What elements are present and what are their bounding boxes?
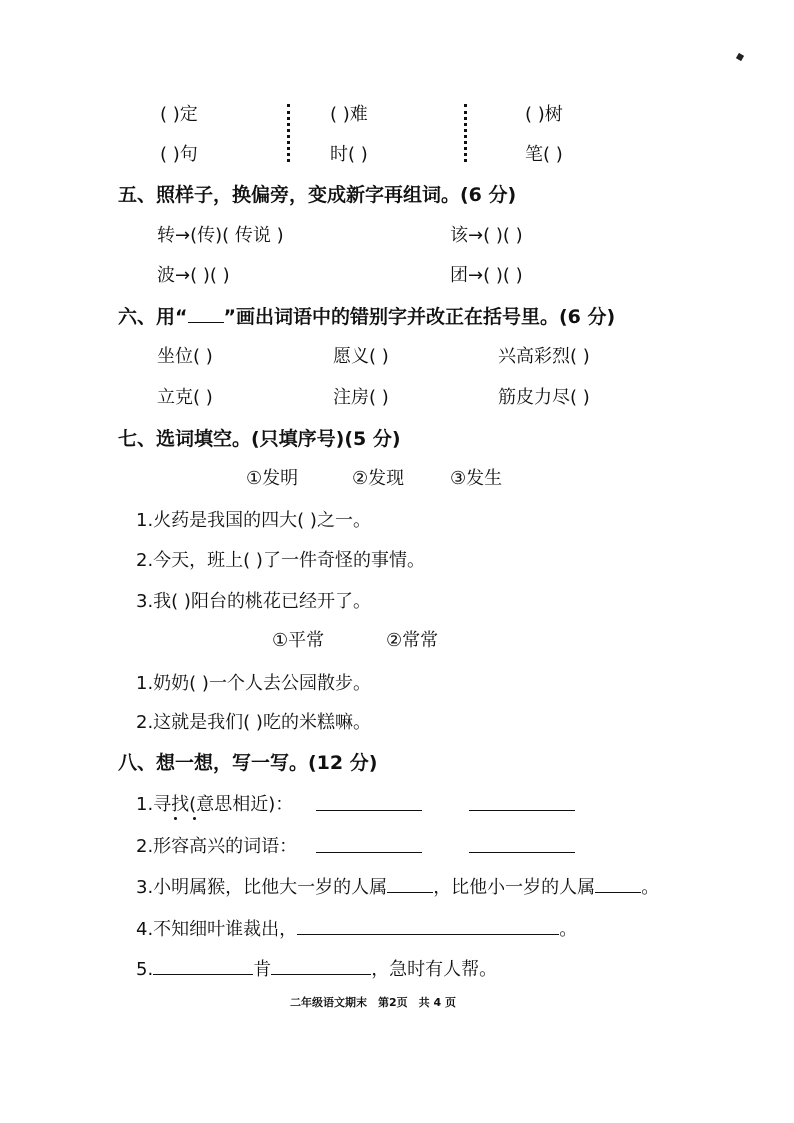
section6-item-4: 立克( )	[157, 387, 213, 408]
section5-item-3: 波→( )( )	[157, 265, 230, 286]
dotted-divider-left	[287, 104, 290, 162]
section8-q4: 4.不知细叶谁裁出， 。	[136, 919, 578, 940]
section8-q5: 5. 肯 ，急时有人帮。	[136, 959, 498, 980]
section6-item-5: 注房( )	[333, 387, 389, 408]
emphasis-dot	[174, 817, 177, 820]
answer-line	[316, 840, 422, 853]
top-item-5: 时( )	[330, 144, 368, 165]
answer-line	[271, 960, 371, 975]
section8-heading: 八、想一想，写一写。(12 分)	[118, 752, 378, 774]
section8-q1: 1.寻找(意思相近)：	[136, 794, 294, 815]
answer-line	[469, 840, 575, 853]
section5-heading: 五、照样子，换偏旁，变成新字再组词。(6 分)	[118, 184, 517, 206]
answer-line	[387, 878, 433, 893]
section6-item-2: 愿义( )	[333, 346, 389, 367]
section7-q3: 3.我( )阳台的桃花已经开了。	[136, 591, 371, 612]
option-pingchang: ①平常	[272, 630, 325, 651]
section5-item-1: 转→(传)( 传说 )	[157, 225, 284, 246]
top-item-4: ( )句	[160, 144, 198, 165]
emphasis-dot	[193, 817, 196, 820]
top-item-1: ( )定	[160, 104, 198, 125]
answer-line	[297, 920, 559, 935]
dotted-divider-right	[464, 104, 467, 162]
section7-q1: 1.火药是我国的四大( )之一。	[136, 510, 371, 531]
section6-item-1: 坐位( )	[157, 346, 213, 367]
answer-line	[316, 798, 422, 811]
section5-item-4: 团→( )( )	[450, 265, 523, 286]
section6-item-6: 筋皮力尽( )	[498, 387, 590, 408]
option-changchang: ②常常	[386, 630, 439, 651]
section7-q5: 2.这就是我们( )吃的米糕嘛。	[136, 712, 371, 733]
section7-q2: 2.今天，班上( )了一件奇怪的事情。	[136, 550, 425, 571]
section8-q3: 3.小明属猴，比他大一岁的人属 ，比他小一岁的人属 。	[136, 877, 660, 898]
answer-line	[595, 878, 641, 893]
section7-heading: 七、选词填空。(只填序号)(5 分)	[118, 428, 401, 450]
top-item-3: ( )树	[525, 104, 563, 125]
top-item-2: ( )难	[330, 104, 368, 125]
section8-q2: 2.形容高兴的词语：	[136, 836, 298, 857]
top-item-6: 笔( )	[525, 144, 563, 165]
option-faming: ①发明	[246, 468, 299, 489]
section6-heading: 六、用“ ”画出词语中的错别字并改正在括号里。(6 分)	[118, 306, 616, 328]
underline-sample	[188, 308, 224, 323]
corner-mark	[736, 53, 744, 61]
section5-item-2: 该→( )( )	[450, 225, 523, 246]
answer-line	[153, 960, 253, 975]
option-faxian: ②发现	[352, 468, 405, 489]
page-footer: 二年级语文期末 第2页 共 4 页	[290, 996, 456, 1009]
section6-item-3: 兴高彩烈( )	[498, 346, 590, 367]
option-fasheng: ③发生	[450, 468, 503, 489]
answer-line	[469, 798, 575, 811]
section7-q4: 1.奶奶( )一个人去公园散步。	[136, 673, 371, 694]
